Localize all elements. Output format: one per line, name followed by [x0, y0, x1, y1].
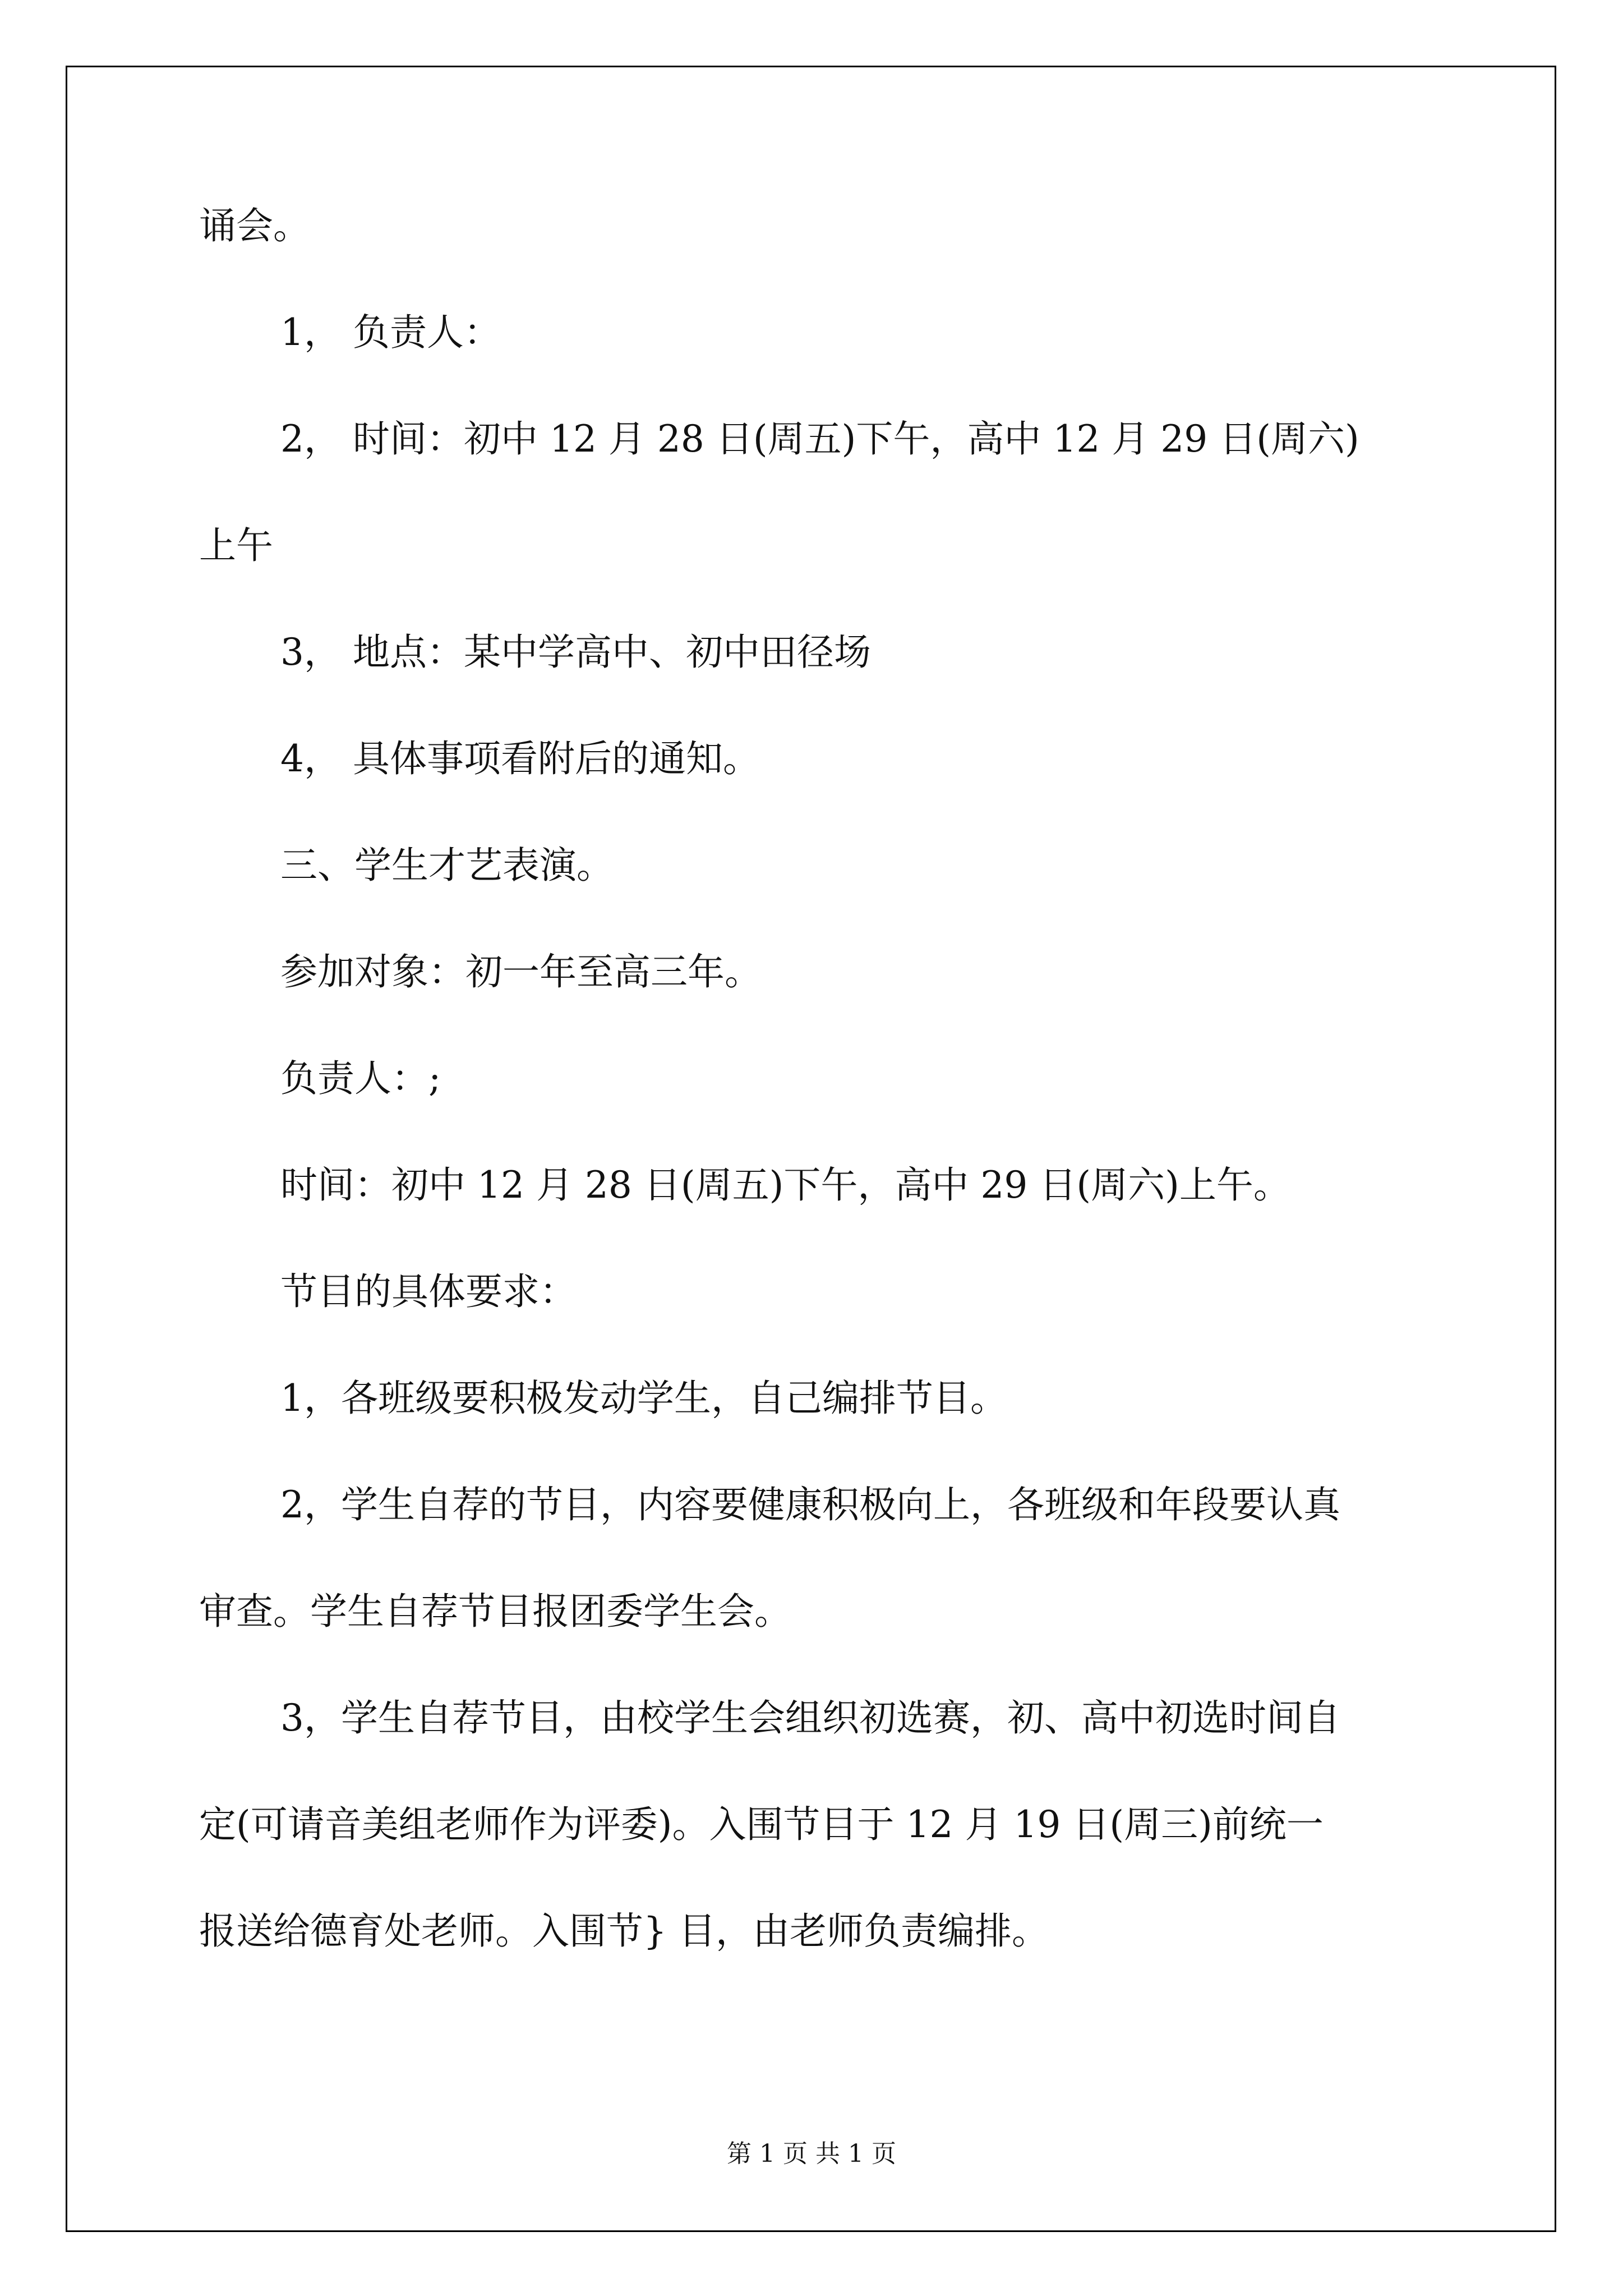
text-line: 报送给德育处老师。入围节} 目，由老师负责编排。 — [199, 1910, 1049, 1953]
text-line: 1， 负责人： — [280, 311, 501, 354]
text-line: 定(可请音美组老师作为评委)。入围节目于 12 月 19 日(周三)前统一 — [199, 1803, 1324, 1846]
text-line: 3，学生自荐节目，由校学生会组织初选赛，初、高中初选时间自 — [280, 1696, 1340, 1740]
text-line: 审查。学生自荐节目报团委学生会。 — [199, 1590, 791, 1633]
text-line: 节目的具体要求： — [280, 1270, 577, 1313]
text-line: 参加对象：初一年至高三年。 — [280, 950, 762, 993]
text-line: 上午 — [199, 524, 273, 567]
text-line: 2， 时间：初中 12 月 28 日(周五)下午，高中 12 月 29 日(周六) — [280, 417, 1359, 461]
text-line: 时间：初中 12 月 28 日(周五)下午，高中 29 日(周六)上午。 — [280, 1163, 1290, 1207]
text-line: 负责人：; — [280, 1057, 441, 1100]
text-line: 诵会。 — [199, 204, 310, 247]
page-border — [66, 66, 1556, 2232]
text-line: 1，各班级要积极发动学生，自己编排节目。 — [280, 1377, 1007, 1420]
text-line: 4， 具体事项看附后的通知。 — [280, 737, 760, 780]
page-footer: 第 1 页 共 1 页 — [727, 2139, 896, 2168]
text-line: 3， 地点：某中学高中、初中田径场 — [280, 631, 871, 674]
section-heading: 三、学生才艺表演。 — [280, 844, 614, 887]
text-line: 2，学生自荐的节目，内容要健康积极向上，各班级和年段要认真 — [280, 1483, 1340, 1526]
